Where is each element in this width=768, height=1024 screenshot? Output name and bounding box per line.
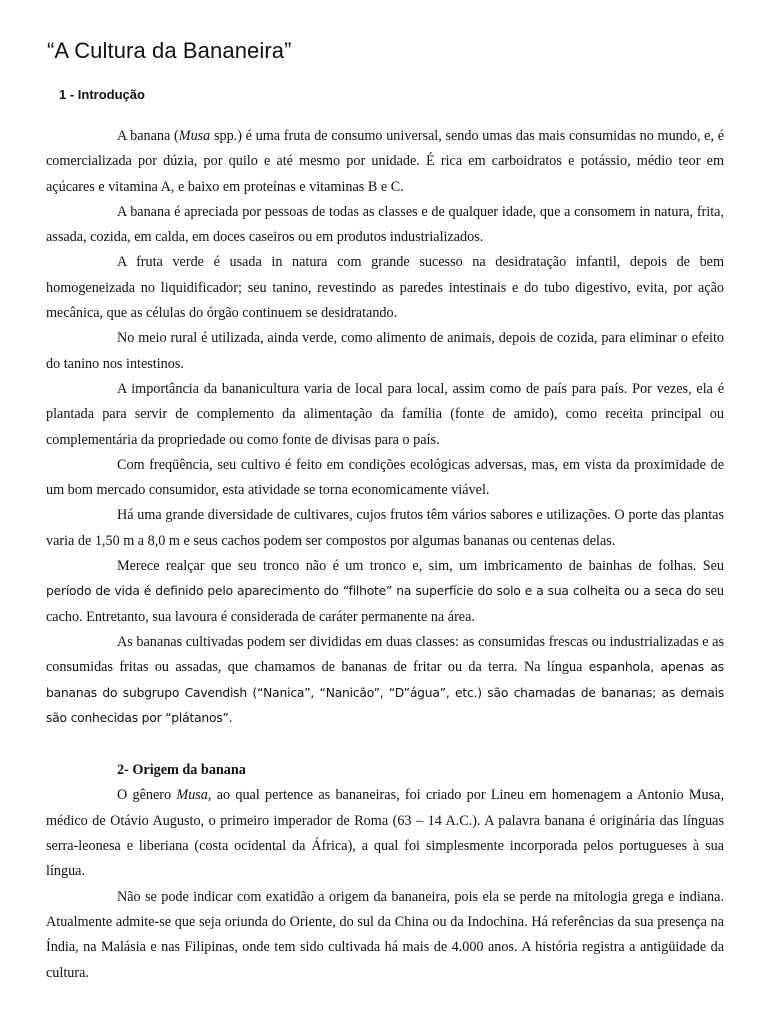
paragraph-text: spp.) é uma fruta de consumo universal, sendo umas das mais consumidas no mundo, e, é comercializada por dúzia, por quilo e até mesmo por unidade. É rica em carboidratos e potássio, médio teor em açúcares e vitamina A, e baixo em proteínas e vitaminas B e C. (46, 128, 725, 195)
paragraph-text-alt-font: período de vida é definido pelo aparecimento do “filhote” na superfície do solo e a sua colheita ou a seca do (46, 584, 702, 599)
paragraph: Não se pode indicar com exatidão a origem da bananeira, pois ela se perde na mitologia grega e indiana. Atualmente admite-se que seja oriunda do Oriente, do sul da China ou da Indochina. Há referências da sua presença na Índia, na Malásia e nas Filipinas, onde tem sido cultivada há mais de 4.000 anos. A história registra a antigüidade da cultura. (46, 888, 724, 981)
species-name: Musa (178, 128, 211, 144)
section-heading-introducao: 1 - Introdução (59, 87, 145, 102)
section-heading-origem: 2- Origem da banana (117, 762, 246, 779)
paragraph: Com freqüência, seu cultivo é feito em condições ecológicas adversas, mas, em vista da proximidade de um bom mercado consumidor, esta atividade se torna economicamente viável. (46, 456, 724, 499)
paragraph: A fruta verde é usada in natura com grande sucesso na desidratação infantil, depois de bem homogeneizada no liquidificador; seu tanino, revestindo as paredes intestinais e do tubo digestivo, evita, por ação mecânica, que as células do órgão continuem se desidratando. (46, 254, 724, 322)
paragraph-text: , ao qual pertence as bananeiras, foi criado por Lineu em homenagem a Antonio Musa, médico de Otávio Augusto, o primeiro imperador de Roma (63 – 14 A.C.). A palavra banana é originária das línguas serra-leonesa e liberiana (costa ocidental da África), a qual foi simplesmente incorporada pelos portugueses à sua língua. (46, 787, 724, 880)
paragraph (46, 630, 724, 731)
document-title: “A Cultura da Bananeira” (47, 38, 292, 63)
paragraph-text: O gênero (117, 787, 177, 804)
paragraph-text-alt-font: espanhola, apenas as bananas do subgrupo Cavendish (“Nanica”, “Nanicão”, “D”água”, etc.) são chamadas de bananas; as demais são conhecidas por “plátanos”. (46, 660, 725, 725)
paragraph: A importância da bananicultura varia de local para local, assim como de país para país. Por vezes, ela é plantada para servir de complemento da alimentação da família (fonte de amido), como receita principal ou complementária da propriedade ou como fonte de divisas para o país. (46, 380, 724, 448)
document-body (46, 124, 724, 986)
paragraph-text: Merece realçar que seu tronco não é um tronco e, sim, um imbricamento de bainhas de folhas. Seu (117, 558, 724, 575)
paragraph (46, 124, 724, 200)
paragraph (46, 554, 724, 630)
paragraph: Há uma grande diversidade de cultivares, cujos frutos têm vários sabores e utilizações. O porte das plantas varia de 1,50 m a 8,0 m e seus cachos podem ser compostos por algumas bananas ou centenas delas. (46, 507, 724, 549)
paragraph-text: seu cacho. Entretanto, sua lavoura é considerada de caráter permanente na área. (46, 583, 724, 625)
paragraph: A banana é apreciada por pessoas de todas as classes e de qualquer idade, que a consomem in natura, frita, assada, cozida, em calda, em doces caseiros ou em produtos industrializados. (46, 203, 724, 246)
paragraph-text: A banana ( (117, 128, 179, 144)
paragraph-text: As bananas cultivadas podem ser divididas em duas classes: as consumidas frescas ou industrializadas e as consumidas fritas ou assadas, que chamamos de bananas de fritar ou da terra. Na língua (46, 633, 724, 676)
genus-name: Musa (176, 787, 208, 804)
paragraph: No meio rural é utilizada, ainda verde, como alimento de animais, depois de cozida, para eliminar o efeito do tanino nos intestinos. (46, 330, 724, 372)
paragraph (46, 783, 724, 884)
